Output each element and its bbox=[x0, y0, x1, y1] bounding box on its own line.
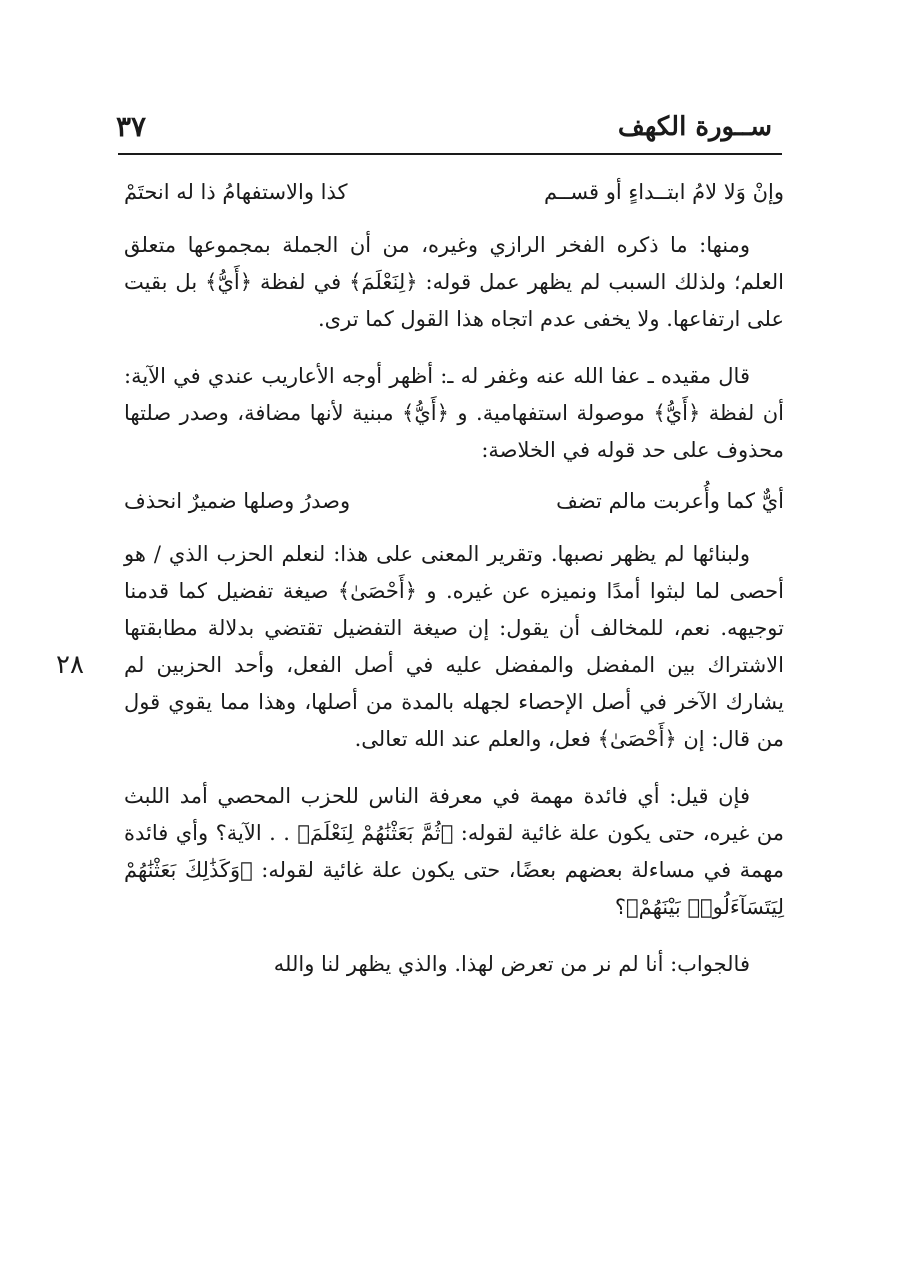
surah-title: ســورة الكهف bbox=[617, 112, 772, 142]
paragraph-2: قال مقيده ـ عفا الله عنه وغفر له ـ: أظهر أوجه الأعاريب عندي في الآية: أن لفظة ﴿أَيُّ﴾ موصولة استفهامية. و ﴿أَيُّ﴾ مبنية لأنها مضافة، وصدر صلتها محذوف على حد قوله في الخلاصة: bbox=[124, 364, 784, 462]
verse-line-2 bbox=[124, 483, 784, 520]
verse-2-first-hemistich: أيٌّ كما وأُعربت مالم تضف bbox=[556, 489, 784, 513]
verse-line-1 bbox=[124, 174, 784, 211]
page-body bbox=[124, 168, 784, 997]
verse-1-second-hemistich: كذا والاستفهامُ ذا له انحتَمْ bbox=[124, 180, 348, 204]
margin-page-marker: ٢٨ bbox=[56, 650, 84, 680]
paragraph-1: ومنها: ما ذكره الفخر الرازي وغيره، من أن الجملة بمجموعها متعلق العلم؛ ولذلك السبب لم يظهر عمل قوله: ﴿لِنَعْلَمَ﴾ في لفظة ﴿أَيُّ﴾ بل بقيت على ارتفاعها. ولا يخفى عدم اتجاه هذا القول كما ترى. bbox=[124, 233, 784, 331]
paragraph-5: فالجواب: أنا لم نر من تعرض لهذا. والذي يظهر لنا والله bbox=[273, 952, 750, 976]
verse-2-second-hemistich: وصدرُ وصلها ضميرٌ انحذف bbox=[124, 489, 351, 513]
header-divider bbox=[118, 153, 782, 155]
page-number: ٣٧ bbox=[116, 110, 147, 143]
paragraph-4: فإن قيل: أي فائدة مهمة في معرفة الناس للحزب المحصي أمد اللبث من غيره، حتى يكون علة غائية لقوله: ﴿ثُمَّ بَعَثْنَٰهُمْ لِنَعْلَمَ﴾ . . الآية؟ وأي فائدة مهمة في مساءلة بعضهم بعضًا، حتى يكون علة غائية لقوله: ﴿وَكَذَٰلِكَ بَعَثْنَٰهُمْ لِيَتَسَآءَلُوا۟ بَيْنَهُمْ﴾؟ bbox=[124, 784, 784, 919]
verse-1-first-hemistich: وإنْ وَلا لامُ ابتــداءٍ أو قســم bbox=[544, 180, 784, 204]
paragraph-3: ولبنائها لم يظهر نصبها. وتقرير المعنى على هذا: لنعلم الحزب الذي / هو أحصى لما لبثوا أمدًا ونميزه عن غيره. و ﴿أَحْصَىٰ﴾ صيغة تفضيل كما قدمنا توجيهه. نعم، للمخالف أن يقول: إن صيغة التفضيل تقتضي بدلالة مطابقتها الاشتراك بين المفضل والمفضل عليه في أصل الفعل، وأحد الحزبين لم يشارك الآخر في أصل الإحصاء لجهله بالمدة من أصلها، وهذا مما يقوي قول من قال: إن ﴿أَحْصَىٰ﴾ فعل، والعلم عند الله تعالى. bbox=[124, 542, 784, 751]
